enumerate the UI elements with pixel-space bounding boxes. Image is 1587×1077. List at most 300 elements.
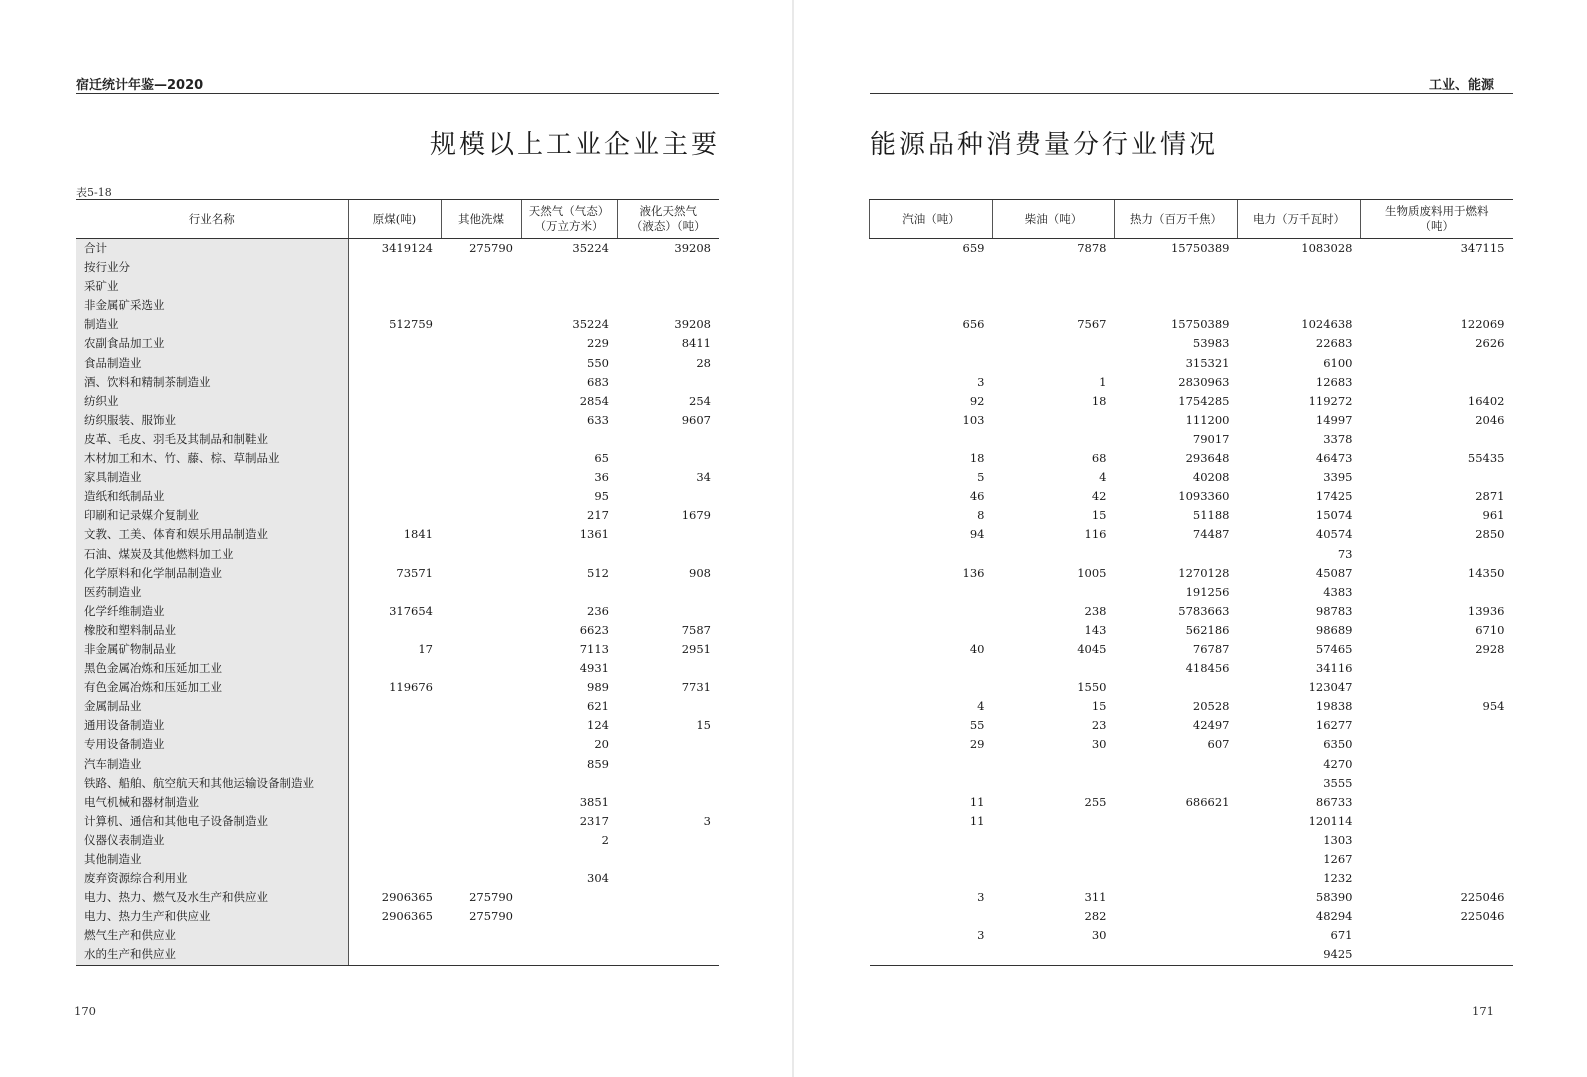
table-row: [870, 468, 1513, 487]
value-cell: 86733: [1315, 794, 1353, 809]
value-cell: 2906365: [381, 890, 433, 905]
value-cell: 23: [1091, 718, 1107, 733]
value-cell: [441, 831, 521, 850]
value-cell: 123047: [1308, 680, 1353, 695]
table-row: [870, 449, 1513, 468]
value-cell: [617, 258, 719, 277]
industry-name-cell: 电力、热力生产和供应业: [76, 907, 348, 926]
table-header-row: [76, 200, 719, 239]
value-cell: [348, 506, 441, 525]
value-cell: [348, 831, 441, 850]
header-electricity: 电力（万千瓦时）: [1238, 200, 1361, 239]
value-cell: 1093360: [1178, 489, 1230, 504]
value-cell: [441, 506, 521, 525]
value-cell: 76787: [1192, 641, 1230, 656]
value-cell: 4045: [1077, 641, 1107, 656]
industry-name-cell: 仪器仪表制造业: [76, 831, 348, 850]
value-cell: 30: [1091, 928, 1107, 943]
table-row: [76, 258, 719, 277]
table-row: [76, 564, 719, 583]
value-cell: [441, 277, 521, 296]
value-cell: 418456: [1185, 661, 1230, 676]
value-cell: [441, 659, 521, 678]
value-cell: 11: [969, 813, 985, 828]
table-row: [870, 716, 1513, 735]
value-cell: [348, 449, 441, 468]
value-cell: 1550: [1077, 680, 1107, 695]
value-cell: [441, 468, 521, 487]
value-cell: [1361, 545, 1513, 564]
table-row: [870, 525, 1513, 544]
value-cell: 29: [969, 737, 985, 752]
energy-table-right: [869, 199, 1513, 966]
value-cell: 1: [1099, 374, 1107, 389]
value-cell: [870, 659, 993, 678]
value-cell: 347115: [1460, 241, 1505, 255]
value-cell: 282: [1084, 909, 1107, 924]
value-cell: 550: [587, 355, 609, 370]
value-cell: [441, 602, 521, 621]
value-cell: 46: [969, 489, 985, 504]
value-cell: [441, 583, 521, 602]
value-cell: [441, 793, 521, 812]
value-cell: [348, 716, 441, 735]
value-cell: [1115, 774, 1238, 793]
value-cell: 39208: [674, 241, 711, 255]
table-row: [76, 907, 719, 926]
value-cell: 58390: [1315, 890, 1353, 905]
value-cell: 686621: [1185, 794, 1230, 809]
value-cell: 39208: [674, 317, 711, 332]
value-cell: 1679: [681, 508, 711, 523]
value-cell: [348, 545, 441, 564]
value-cell: 1083028: [1301, 241, 1353, 255]
value-cell: [348, 755, 441, 774]
value-cell: [1115, 907, 1238, 926]
value-cell: 14997: [1315, 412, 1353, 427]
value-cell: 317654: [389, 603, 433, 618]
table-row: [76, 373, 719, 392]
table-row: [76, 354, 719, 373]
table-row: [76, 334, 719, 353]
value-cell: [1361, 373, 1513, 392]
value-cell: 124: [587, 718, 609, 733]
value-cell: 562186: [1185, 622, 1230, 637]
header-heat: 热力（百万千焦）: [1115, 200, 1238, 239]
value-cell: 74487: [1192, 527, 1230, 542]
value-cell: [870, 907, 993, 926]
table-row: [76, 392, 719, 411]
table-row: [870, 430, 1513, 449]
value-cell: [870, 334, 993, 353]
value-cell: [1115, 258, 1238, 277]
value-cell: 22683: [1315, 336, 1353, 351]
value-cell: 48294: [1315, 909, 1353, 924]
industry-name-cell: 皮革、毛皮、羽毛及其制品和制鞋业: [76, 430, 348, 449]
value-cell: [870, 354, 993, 373]
table-row: [76, 831, 719, 850]
value-cell: [348, 850, 441, 869]
value-cell: 7587: [681, 622, 711, 637]
value-cell: [441, 315, 521, 334]
table-row: [870, 258, 1513, 277]
value-cell: [1361, 354, 1513, 373]
value-cell: [348, 468, 441, 487]
table-row: [76, 468, 719, 487]
value-cell: 4931: [579, 661, 609, 676]
value-cell: 9425: [1238, 945, 1361, 965]
value-cell: 51188: [1192, 508, 1230, 523]
value-cell: [441, 564, 521, 583]
value-cell: 6100: [1323, 355, 1353, 370]
value-cell: [348, 659, 441, 678]
header-lng: 液化天然气 （液态）（吨）: [617, 200, 719, 239]
industry-name-cell: 黑色金属冶炼和压延加工业: [76, 659, 348, 678]
value-cell: 2928: [1475, 641, 1505, 656]
industry-name-cell: 金属制品业: [76, 697, 348, 716]
value-cell: 683: [587, 374, 609, 389]
industry-name-cell: 通用设备制造业: [76, 716, 348, 735]
industry-name-cell: 计算机、通信和其他电子设备制造业: [76, 812, 348, 831]
value-cell: [1361, 659, 1513, 678]
value-cell: 98689: [1315, 622, 1353, 637]
header-diesel: 柴油（吨）: [993, 200, 1115, 239]
value-cell: 7878: [1077, 241, 1107, 255]
value-cell: [348, 411, 441, 430]
value-cell: 9607: [681, 412, 711, 427]
value-cell: 15: [1091, 508, 1107, 523]
table-row: [870, 373, 1513, 392]
value-cell: 17: [418, 641, 433, 656]
value-cell: 275790: [469, 241, 513, 255]
value-cell: [1361, 296, 1513, 315]
value-cell: [441, 945, 521, 965]
value-cell: [617, 945, 719, 965]
left-page: [0, 0, 793, 1077]
value-cell: 2906365: [381, 909, 433, 924]
value-cell: [521, 430, 617, 449]
value-cell: [617, 735, 719, 754]
value-cell: 315321: [1185, 355, 1230, 370]
value-cell: 3: [977, 374, 985, 389]
value-cell: [1361, 755, 1513, 774]
value-cell: 116: [1084, 527, 1107, 542]
table-row: [870, 755, 1513, 774]
value-cell: [993, 583, 1115, 602]
value-cell: [348, 277, 441, 296]
industry-name-cell: 家具制造业: [76, 468, 348, 487]
value-cell: 3: [703, 813, 711, 828]
industry-name-cell: 非金属矿物制品业: [76, 640, 348, 659]
value-cell: 35224: [572, 317, 609, 332]
value-cell: 633: [587, 412, 609, 427]
value-cell: 65: [594, 451, 609, 466]
value-cell: 57465: [1315, 641, 1353, 656]
value-cell: [348, 487, 441, 506]
value-cell: [441, 850, 521, 869]
header-biomass: 生物质废料用于燃料 （吨）: [1361, 200, 1513, 239]
value-cell: 42497: [1192, 718, 1230, 733]
running-head-left: 宿迁统计年鉴—2020: [76, 78, 204, 93]
value-cell: [441, 334, 521, 353]
value-cell: 2871: [1475, 489, 1505, 504]
value-cell: [1361, 735, 1513, 754]
value-cell: [348, 774, 441, 793]
table-row: [76, 545, 719, 564]
value-cell: 4: [977, 699, 985, 714]
table-row: [870, 334, 1513, 353]
value-cell: [1115, 831, 1238, 850]
value-cell: [1361, 926, 1513, 945]
value-cell: [441, 716, 521, 735]
value-cell: 73: [1337, 546, 1353, 561]
value-cell: 671: [1330, 928, 1353, 943]
value-cell: 238: [1084, 603, 1107, 618]
header-gasoline: 汽油（吨）: [870, 200, 993, 239]
value-cell: [1361, 793, 1513, 812]
value-cell: [441, 430, 521, 449]
value-cell: 6623: [579, 622, 609, 637]
value-cell: 7113: [579, 641, 609, 656]
value-cell: [870, 831, 993, 850]
value-cell: [993, 296, 1115, 315]
value-cell: [441, 812, 521, 831]
value-cell: [348, 926, 441, 945]
value-cell: [617, 755, 719, 774]
table-row: [76, 926, 719, 945]
value-cell: [348, 621, 441, 640]
value-cell: 607: [1207, 737, 1230, 752]
value-cell: 111200: [1185, 412, 1230, 427]
value-cell: 311: [1084, 890, 1107, 905]
value-cell: [441, 735, 521, 754]
value-cell: [993, 354, 1115, 373]
value-cell: 12683: [1315, 374, 1353, 389]
table-row: [76, 659, 719, 678]
value-cell: 293648: [1185, 451, 1230, 466]
value-cell: 191256: [1185, 584, 1230, 599]
industry-name-cell: 采矿业: [76, 277, 348, 296]
table-row: [76, 716, 719, 735]
energy-table-left: [76, 199, 719, 966]
header-rule: [870, 93, 1513, 94]
value-cell: [441, 296, 521, 315]
value-cell: 1232: [1323, 871, 1353, 886]
table-row: [76, 735, 719, 754]
industry-name-cell: 木材加工和木、竹、藤、棕、草制品业: [76, 449, 348, 468]
value-cell: [1115, 869, 1238, 888]
value-cell: [441, 640, 521, 659]
value-cell: 908: [689, 565, 711, 580]
table-row: [76, 888, 719, 907]
industry-name-cell: 化学原料和化学制品制造业: [76, 564, 348, 583]
value-cell: [348, 583, 441, 602]
value-cell: [441, 774, 521, 793]
table-row: [870, 945, 1513, 965]
value-cell: 3555: [1323, 775, 1353, 790]
value-cell: [870, 621, 993, 640]
value-cell: [441, 392, 521, 411]
value-cell: [617, 545, 719, 564]
industry-name-cell: 石油、煤炭及其他燃料加工业: [76, 545, 348, 564]
value-cell: [1361, 716, 1513, 735]
value-cell: 95: [594, 489, 609, 504]
industry-name-cell: 造纸和纸制品业: [76, 487, 348, 506]
value-cell: [441, 697, 521, 716]
value-cell: 8: [977, 508, 985, 523]
value-cell: [348, 258, 441, 277]
value-cell: [993, 659, 1115, 678]
value-cell: 989: [587, 680, 609, 695]
value-cell: 55435: [1467, 451, 1505, 466]
value-cell: 512: [587, 565, 609, 580]
value-cell: 4270: [1323, 756, 1353, 771]
value-cell: [1115, 812, 1238, 831]
value-cell: 103: [962, 412, 985, 427]
table-row: [76, 869, 719, 888]
industry-name-cell: 制造业: [76, 315, 348, 334]
value-cell: 3395: [1323, 470, 1353, 485]
value-cell: 40: [969, 641, 985, 656]
value-cell: [617, 888, 719, 907]
table-row: [870, 926, 1513, 945]
value-cell: [870, 583, 993, 602]
value-cell: [993, 430, 1115, 449]
value-cell: 46473: [1315, 451, 1353, 466]
value-cell: 217: [587, 508, 609, 523]
value-cell: [441, 926, 521, 945]
value-cell: 2317: [579, 813, 609, 828]
table-row: [76, 812, 719, 831]
value-cell: [1361, 831, 1513, 850]
value-cell: [1115, 296, 1238, 315]
value-cell: 2046: [1475, 412, 1505, 427]
value-cell: 16277: [1315, 718, 1353, 733]
value-cell: [1361, 678, 1513, 697]
value-cell: 2854: [579, 393, 609, 408]
table-row: [76, 774, 719, 793]
table-row: [76, 449, 719, 468]
value-cell: 15: [1091, 699, 1107, 714]
value-cell: 17425: [1315, 489, 1353, 504]
industry-name-cell: 酒、饮料和精制茶制造业: [76, 373, 348, 392]
value-cell: 1270128: [1178, 565, 1230, 580]
value-cell: [521, 277, 617, 296]
value-cell: [348, 697, 441, 716]
table-row: [76, 430, 719, 449]
table-row: [870, 602, 1513, 621]
table-row: [870, 277, 1513, 296]
value-cell: 621: [587, 699, 609, 714]
value-cell: 16402: [1467, 393, 1505, 408]
table-row: [870, 793, 1513, 812]
value-cell: 94: [969, 527, 985, 542]
value-cell: [348, 296, 441, 315]
value-cell: [521, 926, 617, 945]
value-cell: [993, 831, 1115, 850]
value-cell: [441, 755, 521, 774]
table-row: [870, 678, 1513, 697]
industry-name-cell: 汽车制造业: [76, 755, 348, 774]
industry-name-cell: 废弃资源综合利用业: [76, 869, 348, 888]
value-cell: [993, 545, 1115, 564]
industry-name-cell: 印刷和记录媒介复制业: [76, 506, 348, 525]
header-rule: [76, 93, 719, 94]
value-cell: 8411: [681, 336, 711, 351]
value-cell: [617, 850, 719, 869]
value-cell: 5783663: [1178, 603, 1230, 618]
value-cell: [1238, 258, 1361, 277]
table-row: [870, 487, 1513, 506]
value-cell: [521, 907, 617, 926]
table-row: [76, 487, 719, 506]
value-cell: [617, 697, 719, 716]
value-cell: [993, 869, 1115, 888]
page-number-left: 170: [74, 1004, 96, 1018]
value-cell: [870, 296, 993, 315]
value-cell: [521, 296, 617, 315]
table-row: [870, 640, 1513, 659]
value-cell: 2850: [1475, 527, 1505, 542]
table-row: [870, 850, 1513, 869]
value-cell: [993, 258, 1115, 277]
value-cell: [993, 945, 1115, 965]
value-cell: 143: [1084, 622, 1107, 637]
value-cell: 2626: [1475, 336, 1505, 351]
value-cell: [1115, 545, 1238, 564]
value-cell: 34116: [1315, 661, 1353, 676]
table-row: [76, 678, 719, 697]
table-row: [76, 850, 719, 869]
table-row: [76, 525, 719, 544]
value-cell: [617, 373, 719, 392]
industry-name-cell: 电气机械和器材制造业: [76, 793, 348, 812]
value-cell: [617, 869, 719, 888]
value-cell: [870, 755, 993, 774]
value-cell: 1361: [579, 527, 609, 542]
industry-name-cell: 化学纤维制造业: [76, 602, 348, 621]
value-cell: [1361, 945, 1513, 965]
industry-name-cell: 燃气生产和供应业: [76, 926, 348, 945]
industry-name-cell: 其他制造业: [76, 850, 348, 869]
value-cell: [617, 449, 719, 468]
table-row: [76, 583, 719, 602]
industry-name-cell: 水的生产和供应业: [76, 945, 348, 965]
value-cell: [617, 602, 719, 621]
value-cell: 3378: [1323, 431, 1353, 446]
value-cell: 1267: [1323, 852, 1353, 866]
value-cell: [1115, 926, 1238, 945]
table-number: 表5-18: [76, 186, 112, 199]
value-cell: [348, 430, 441, 449]
value-cell: [441, 487, 521, 506]
value-cell: 15: [696, 718, 711, 733]
value-cell: [441, 869, 521, 888]
value-cell: [348, 354, 441, 373]
value-cell: 119676: [389, 680, 433, 695]
value-cell: [617, 430, 719, 449]
value-cell: 53983: [1192, 336, 1230, 351]
value-cell: [521, 850, 617, 869]
value-cell: 3: [977, 890, 985, 905]
value-cell: [617, 525, 719, 544]
table-row: [870, 907, 1513, 926]
value-cell: [441, 258, 521, 277]
value-cell: 15074: [1315, 508, 1353, 523]
table-row: [870, 774, 1513, 793]
value-cell: [993, 411, 1115, 430]
value-cell: 304: [587, 871, 609, 886]
